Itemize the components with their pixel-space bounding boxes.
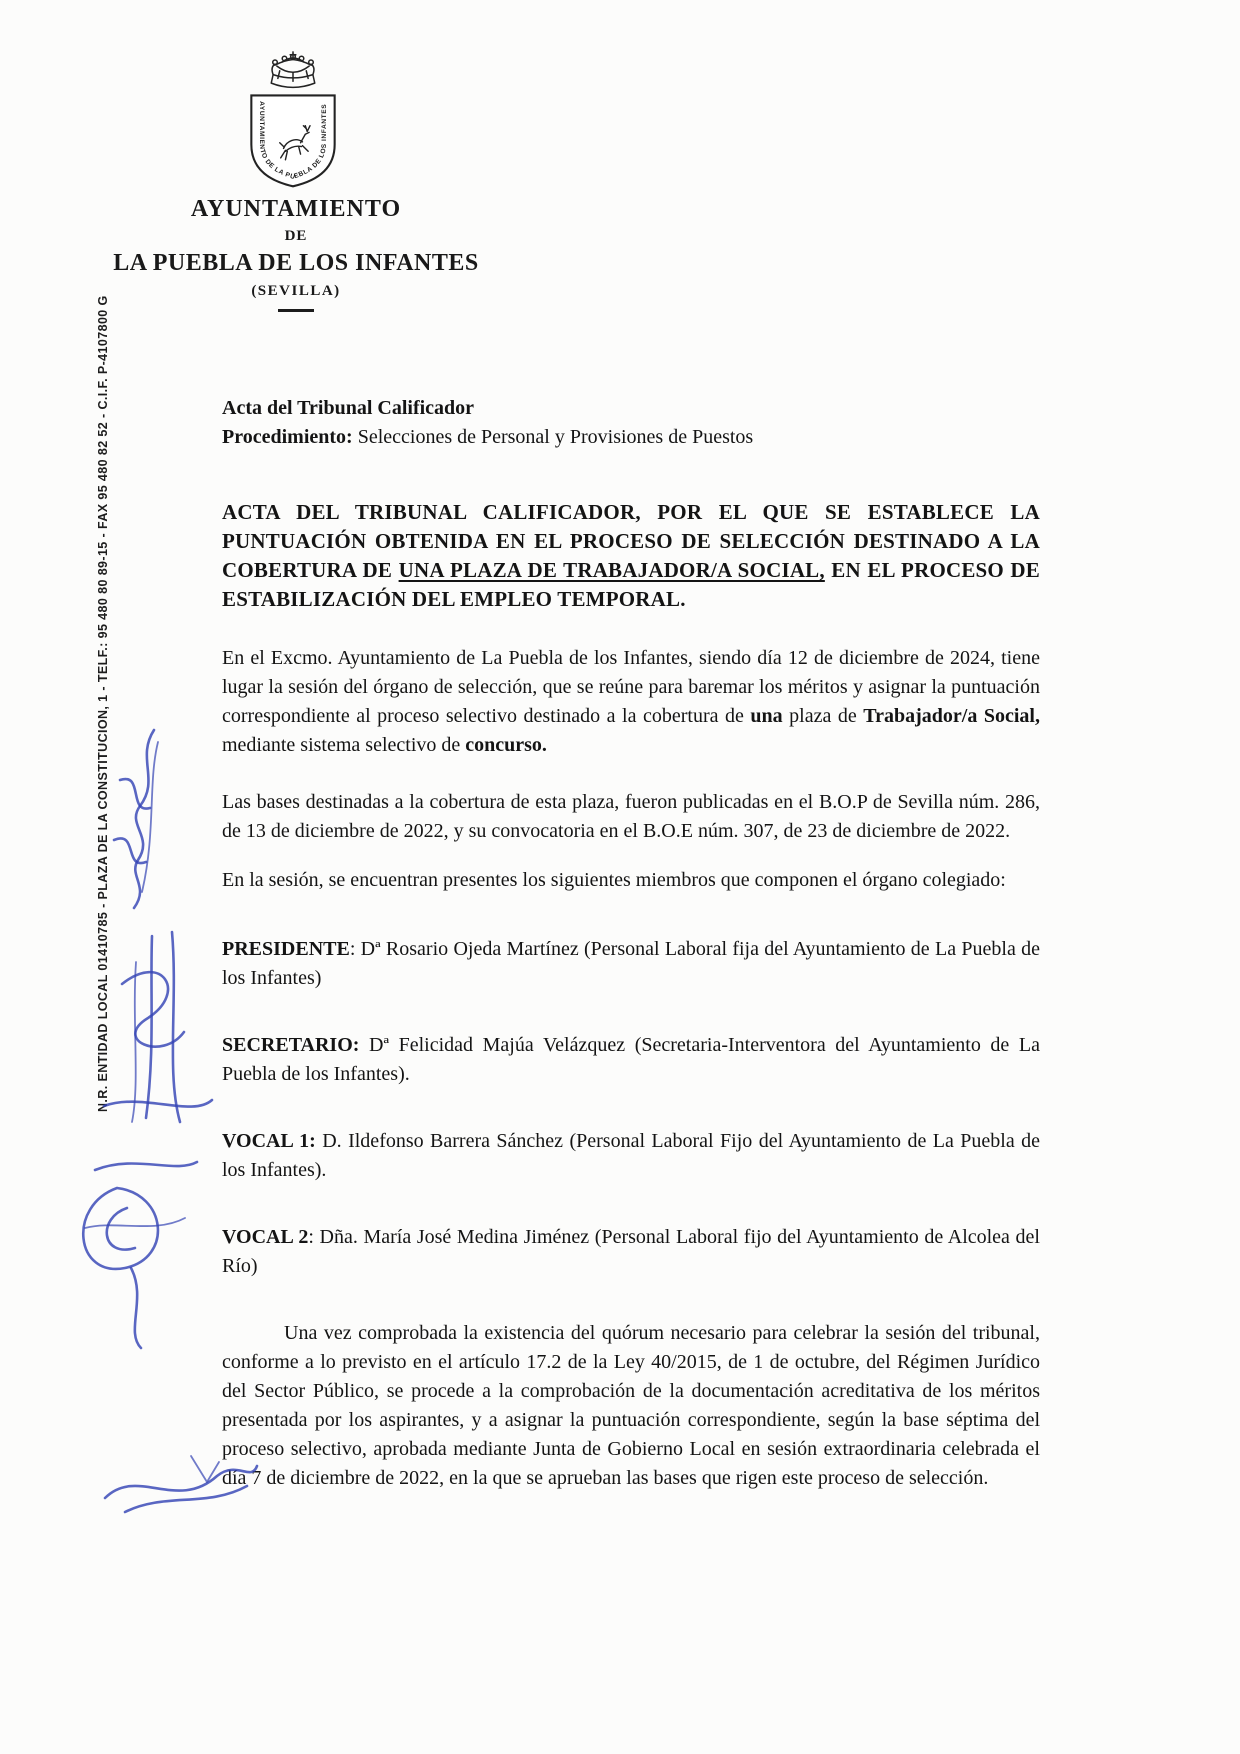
org-name-line3: LA PUEBLA DE LOS INFANTES: [113, 250, 479, 276]
paragraph-bases: Las bases destinadas a la cobertura de esta plaza, fueron publicadas en el B.O.P de Sevilla núm. 286, de 13 de diciembre de 2022, y su convocatoria en el B.O.E núm. 307, de 23 de diciembre de 2022.: [222, 791, 1040, 842]
doc-title: Acta del Tribunal Calificador: [222, 397, 475, 419]
member-presidente: PRESIDENTE: Dª Rosario Ojeda Martínez (Personal Laboral fija del Ayuntamiento de La Puebla de los Infantes): [222, 938, 1040, 989]
signature-3: [55, 1148, 211, 1352]
header-divider: [278, 309, 314, 312]
paragraph-session: En el Excmo. Ayuntamiento de La Puebla de los Infantes, siendo día 12 de diciembre de 2024, tiene lugar la sesión del órgano de selección, que se reúne para baremar los méritos y asignar la puntuación correspondiente al proceso selectivo destinado a la cobertura de una plaza de Trabajador/a Social, mediante sistema selectivo de concurso.: [222, 647, 1040, 756]
document-body: [222, 394, 1040, 1521]
registry-vertical-text: N.R. ENTIDAD LOCAL 01410785 - PLAZA DE LA CONSTITUCION, 1 - TELF.: 95 480 80 89-15 - FAX 95 480 82 52 - C.I.F. P-4107800 G: [96, 295, 110, 1112]
doc-procedure: Procedimiento: Selecciones de Personal y Provisiones de Puestos: [222, 426, 754, 448]
paragraph-members-intro: En la sesión, se encuentran presentes los siguientes miembros que componen el órgano colegiado:: [222, 869, 1006, 891]
paragraph-quorum: Una vez comprobada la existencia del quórum necesario para celebrar la sesión del tribunal, conforme a lo previsto en el artículo 17.2 de la Ley 40/2015, de 1 de octubre, del Régimen Jurídico del Sector Público, se procede a la comprobación de la documentación acreditativa de los méritos presentada por los aspirantes, y a asignar la puntuación correspondiente, según la base séptima del proceso selectivo, aprobada mediante Junta de Gobierno Local en sesión extraordinaria celebrada el día 7 de diciembre de 2022, en la que se aprueban las bases que rigen este proceso de selección.: [222, 1322, 1040, 1489]
main-title: ACTA DEL TRIBUNAL CALIFICADOR, POR EL QUE SE ESTABLECE LA PUNTUACIÓN OBTENIDA EN EL PROCESO DE SELECCIÓN DESTINADO A LA COBERTURA DE UNA PLAZA DE TRABAJADOR/A SOCIAL, EN EL PROCESO DE ESTABILIZACIÓN DEL EMPLEO TEMPORAL.: [222, 500, 1041, 611]
member-secretario: SECRETARIO: Dª Felicidad Majúa Velázquez (Secretaria-Interventora del Ayuntamiento de La Puebla de los Infantes).: [222, 1034, 1040, 1085]
signature-2: [92, 922, 218, 1132]
org-name-line1: AYUNTAMIENTO: [190, 196, 402, 222]
crest-ring-text: AYUNTAMIENTO DE LA PUEBLA DE LOS INFANTES: [257, 101, 329, 182]
signature-1: [98, 722, 182, 914]
org-name-line2: DE: [284, 228, 308, 244]
member-vocal-2: VOCAL 2: Dña. María José Medina Jiménez (Personal Laboral fijo del Ayuntamiento de Alcolea del Río): [222, 1226, 1040, 1277]
municipal-crest-icon: [235, 50, 351, 192]
org-header: [100, 196, 492, 312]
org-province: (SEVILLA): [251, 283, 341, 299]
member-vocal-1: VOCAL 1: D. Ildefonso Barrera Sánchez (Personal Laboral Fijo del Ayuntamiento de La Puebla de los Infantes).: [222, 1130, 1040, 1181]
